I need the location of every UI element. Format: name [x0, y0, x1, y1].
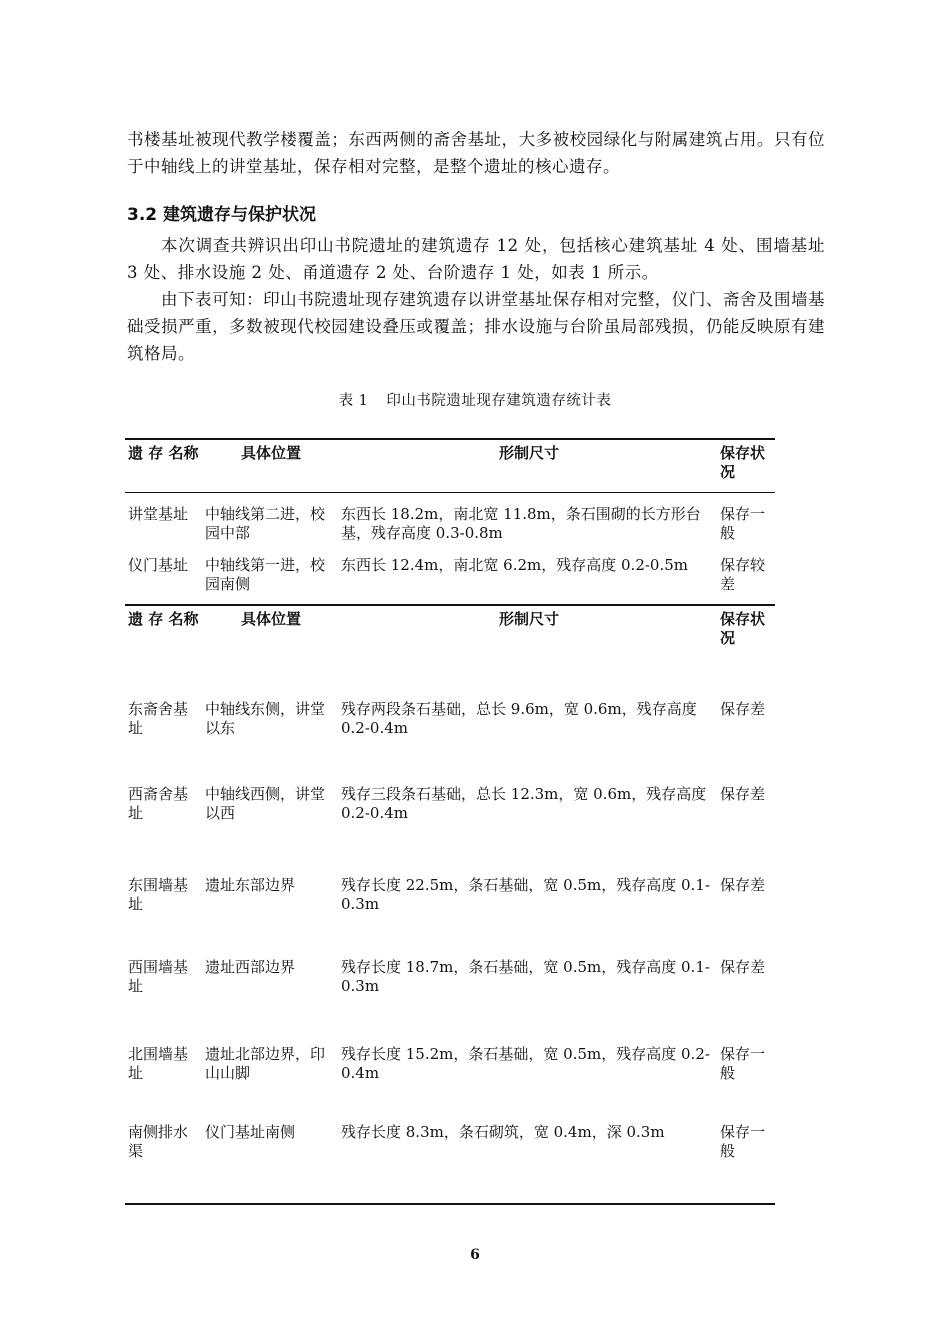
cell-status: 保存一般: [720, 505, 766, 542]
cell-size: 残存两段条石基础，总长 9.6m，宽 0.6m，残存高度 0.2-0.4m: [341, 700, 697, 737]
header-location: 具体位置: [240, 610, 301, 628]
cell-name: 西围墙基址: [128, 958, 189, 995]
cell-status: 保存差: [720, 958, 766, 976]
cell-location: 中轴线东侧，讲堂以东: [205, 700, 326, 737]
cell-name: 东围墙基址: [128, 876, 189, 913]
cell-status: 保存差: [720, 876, 766, 894]
header-status: 保存状况: [720, 610, 766, 647]
page-number: 6: [470, 1247, 480, 1263]
cell-location: 中轴线第一进，校园南侧: [205, 556, 326, 593]
cell-size: 残存三段条石基础，总长 12.3m，宽 0.6m，残存高度 0.2-0.4m: [341, 785, 707, 822]
header-location: 具体位置: [240, 444, 301, 462]
header-status: 保存状况: [720, 444, 766, 481]
cell-location: 遗址东部边界: [205, 876, 296, 894]
table-caption: [0, 389, 950, 410]
cell-status: 保存差: [720, 785, 766, 803]
cell-name: 南侧排水渠: [128, 1123, 189, 1160]
header-name: 遗 存 名称: [128, 444, 199, 462]
cell-status: 保存一般: [720, 1123, 766, 1160]
header-size: 形制尺寸: [498, 610, 559, 628]
cell-status: 保存较差: [720, 556, 766, 593]
cell-location: 遗址西部边界: [205, 958, 296, 976]
cell-size: 残存长度 22.5m，条石基础，宽 0.5m，残存高度 0.1-0.3m: [341, 876, 710, 913]
header-size: 形制尺寸: [498, 444, 559, 462]
table-top-rule: [125, 438, 775, 440]
table-repeat-top-rule: [125, 604, 775, 606]
cell-name: 讲堂基址: [128, 505, 189, 523]
cell-name: 仪门基址: [128, 556, 189, 574]
section-heading: 3.2 建筑遗存与保护状况: [127, 205, 317, 225]
cell-name: 西斋舍基址: [128, 785, 189, 822]
cell-name: 东斋舍基址: [128, 700, 189, 737]
header-name: 遗 存 名称: [128, 610, 199, 628]
cell-status: 保存一般: [720, 1045, 766, 1082]
cell-size: 残存长度 8.3m，条石砌筑，宽 0.4m，深 0.3m: [341, 1123, 665, 1141]
cell-size: 残存长度 15.2m，条石基础，宽 0.5m，残存高度 0.2-0.4m: [341, 1045, 710, 1082]
cell-status: 保存差: [720, 700, 766, 718]
cell-name: 北围墙基址: [128, 1045, 189, 1082]
cell-size: 残存长度 18.7m，条石基础，宽 0.5m，残存高度 0.1-0.3m: [341, 958, 710, 995]
table-bottom-rule: [125, 1203, 775, 1205]
body-paragraph-2: 由下表可知：印山书院遗址现存建筑遗存以讲堂基址保存相对完整，仪门、斋舍及围墙基础受损严重，多数被现代校园建设叠压或覆盖；排水设施与台阶虽局部残损，仍能反映原有建筑格局。: [127, 290, 825, 363]
cell-location: 仪门基址南侧: [205, 1123, 296, 1141]
body-paragraph-1: 本次调查共辨识出印山书院遗址的建筑遗存 12 处，包括核心建筑基址 4 处、围墙基址 3 处、排水设施 2 处、甬道遗存 2 处、台阶遗存 1 处，如表 1 所示。: [127, 236, 825, 282]
table-caption-number: 表 1: [338, 393, 369, 409]
table-caption-title: 印山书院遗址现存建筑遗存统计表: [386, 393, 612, 409]
table-header-rule: [125, 492, 775, 493]
cell-location: 中轴线第二进，校园中部: [205, 505, 326, 542]
cell-location: 中轴线西侧，讲堂以西: [205, 785, 326, 822]
cell-size: 东西长 12.4m，南北宽 6.2m，残存高度 0.2-0.5m: [341, 556, 689, 574]
cell-size: 东西长 18.2m，南北宽 11.8m，条石围砌的长方形台基，残存高度 0.3-0.8m: [341, 505, 701, 542]
intro-paragraph: 书楼基址被现代教学楼覆盖；东西两侧的斋舍基址，大多被校园绿化与附属建筑占用。只有位于中轴线上的讲堂基址，保存相对完整，是整个遗址的核心遗存。: [127, 130, 825, 176]
cell-location: 遗址北部边界，印山山脚: [205, 1045, 326, 1082]
